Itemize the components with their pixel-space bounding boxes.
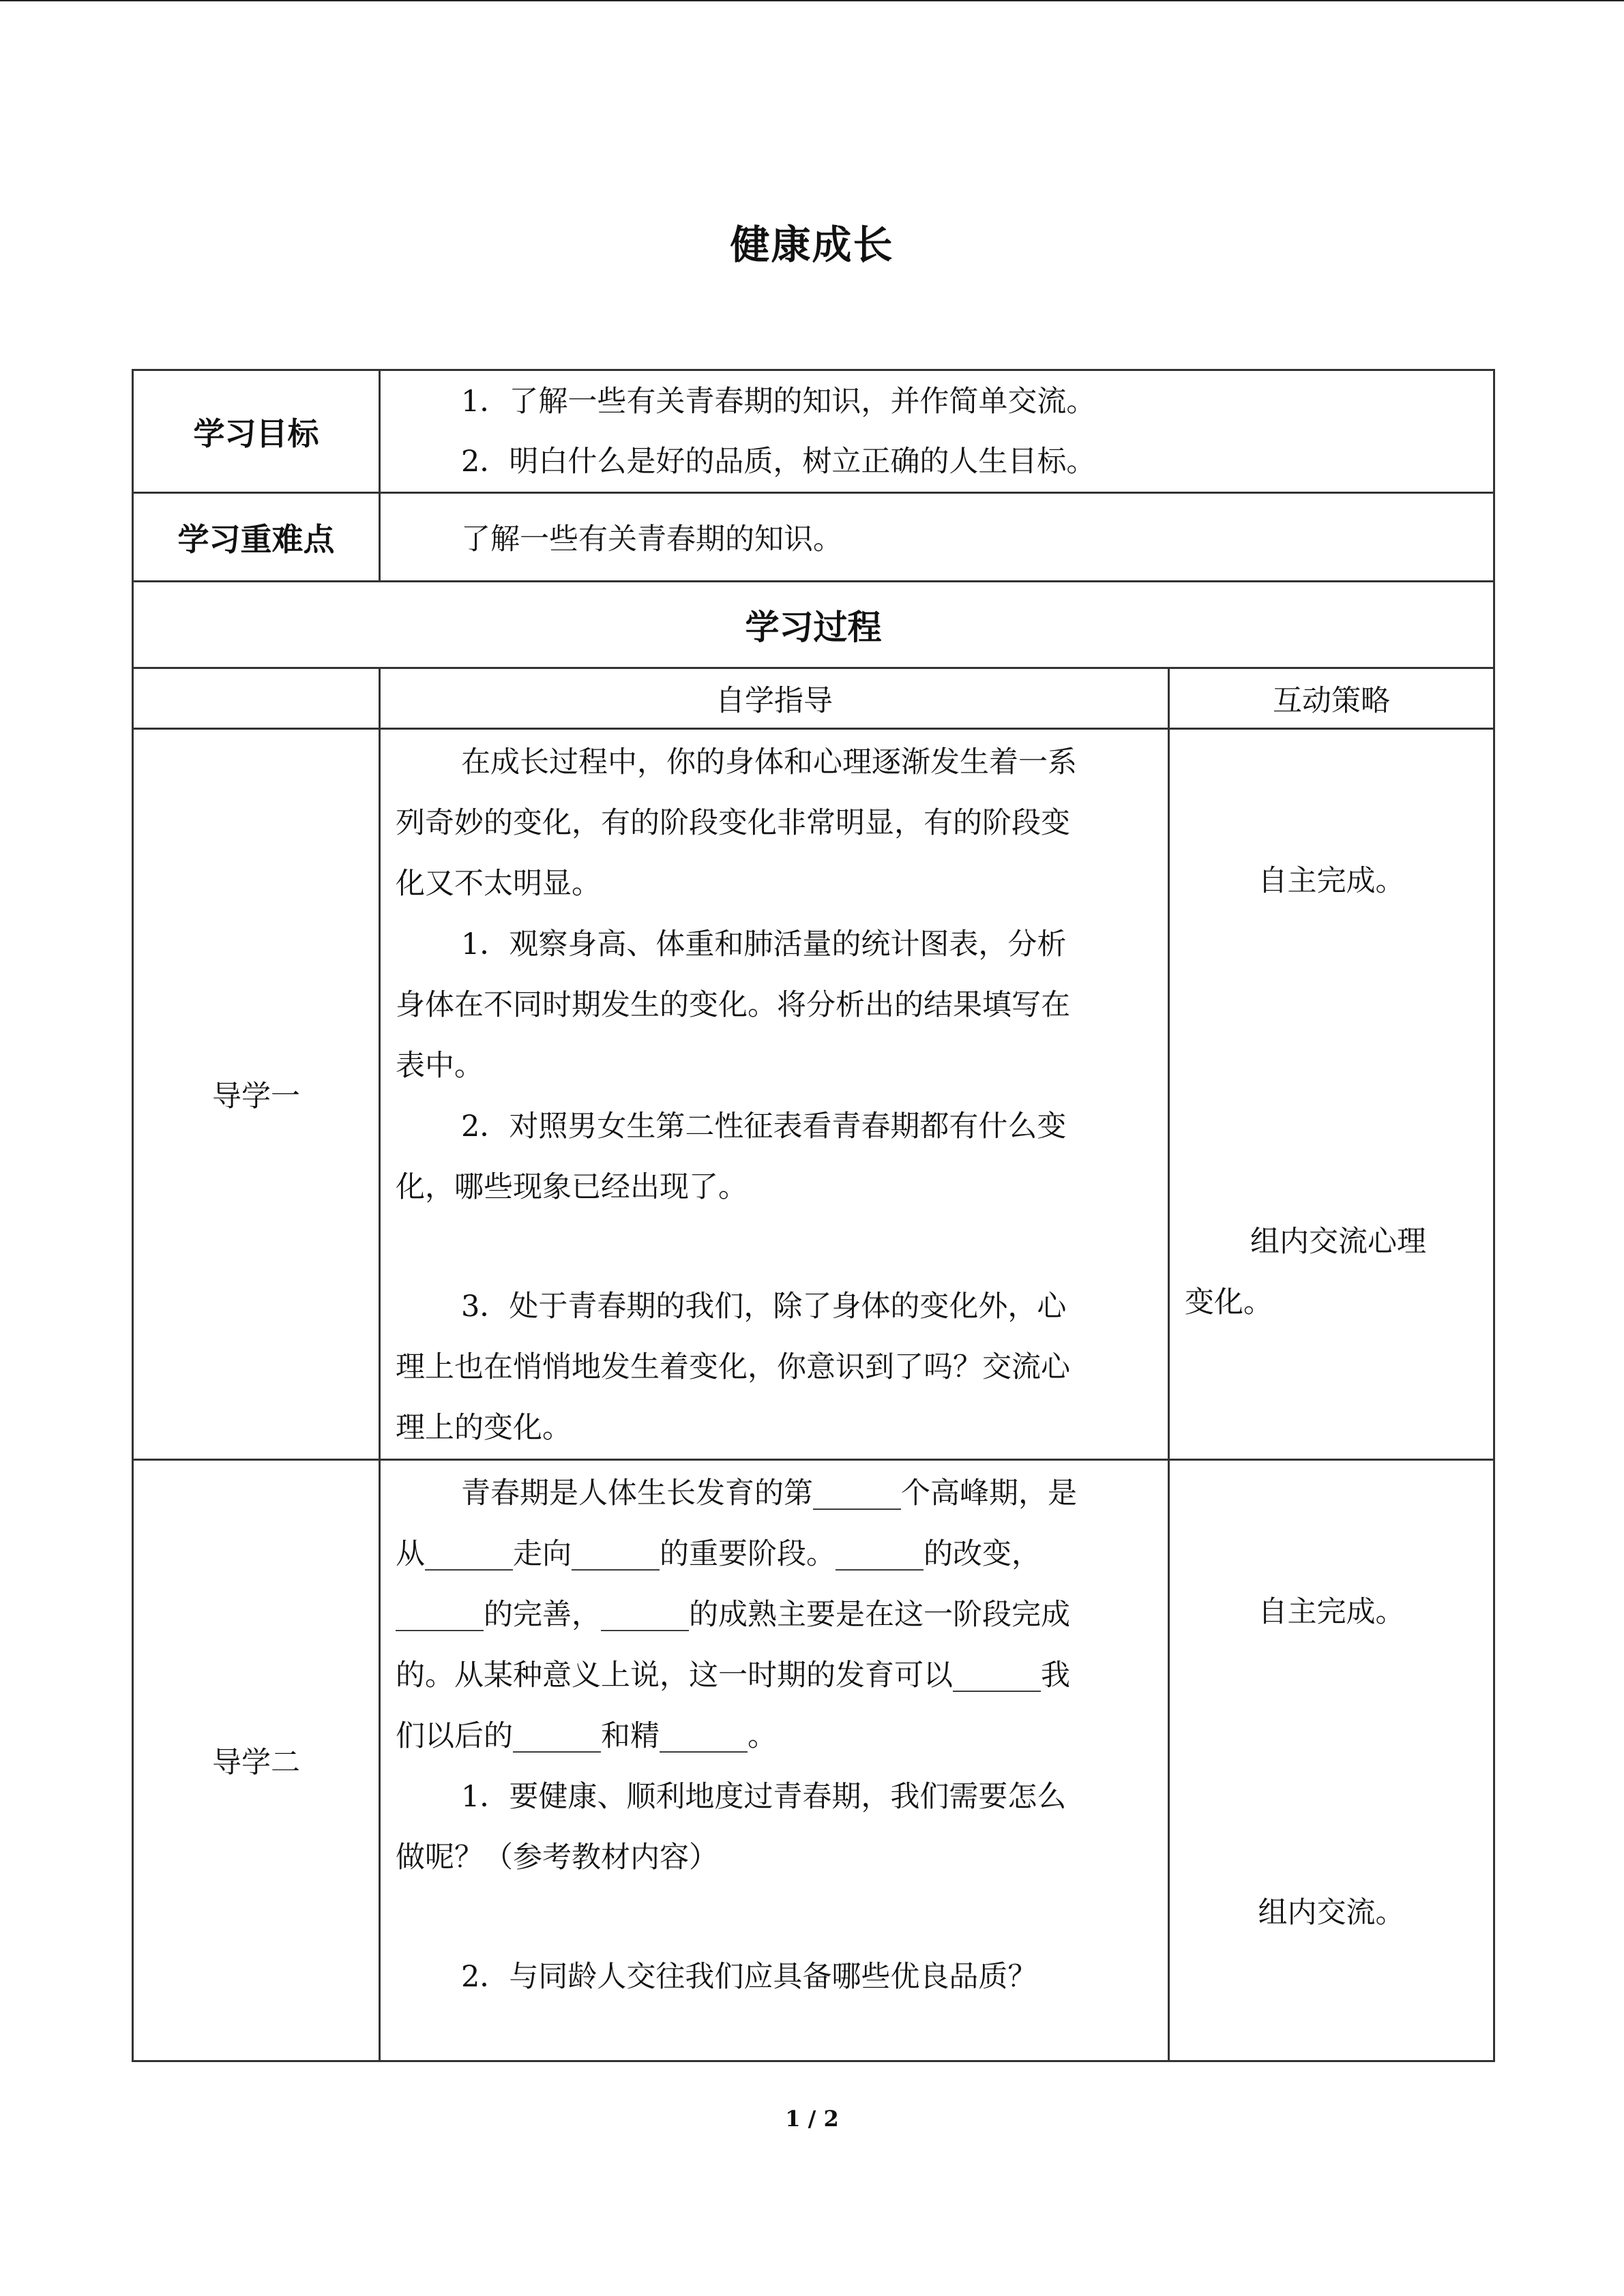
text-line: 1．要健康、顺利地度过青春期，我们需要怎么 bbox=[461, 1780, 1067, 1814]
text-line: 列奇妙的变化，有的阶段变化非常明显，有的阶段变 bbox=[396, 806, 1070, 840]
text-line: 化，哪些现象已经出现了。 bbox=[396, 1170, 748, 1204]
text-line: 的。从某种意义上说，这一时期的发育可以______我 bbox=[396, 1658, 1070, 1693]
text-line: 从______走向______的重要阶段。______的改变， bbox=[396, 1537, 1041, 1571]
text-line: 化又不太明显。 bbox=[396, 867, 601, 901]
strategy-text: 自主完成。 bbox=[1258, 864, 1405, 898]
text-line: 表中。 bbox=[396, 1049, 484, 1083]
text-line: 1．观察身高、体重和肺活量的统计图表，分析 bbox=[461, 927, 1067, 961]
focus-label: 学习重难点 bbox=[133, 493, 380, 582]
spacer bbox=[396, 1888, 1149, 1947]
text-line: 们以后的______和精______。 bbox=[396, 1719, 777, 1753]
process-heading: 学习过程 bbox=[133, 582, 1494, 668]
strategy-text: 变化。 bbox=[1185, 1285, 1273, 1320]
section1-strategy bbox=[1169, 729, 1494, 1460]
text-line: 在成长过程中，你的身体和心理逐渐发生着一系 bbox=[461, 745, 1077, 779]
section1-row bbox=[133, 729, 1494, 1460]
strategy-text: 自主完成。 bbox=[1258, 1595, 1405, 1629]
focus-row bbox=[133, 493, 1494, 582]
goal-item: 2．明白什么是好的品质，树立正确的人生目标。 bbox=[461, 444, 1096, 479]
strategy-text: 组内交流心理 bbox=[1250, 1225, 1426, 1259]
section2-strategy bbox=[1169, 1460, 1494, 2061]
page-title: 健康成长 bbox=[730, 222, 894, 268]
text-line: 理上也在悄悄地发生着变化，你意识到了吗？交流心 bbox=[396, 1350, 1070, 1384]
text-line: 身体在不同时期发生的变化。将分析出的结果填写在 bbox=[396, 988, 1070, 1022]
text-line: 3．处于青春期的我们，除了身体的变化外，心 bbox=[461, 1289, 1067, 1324]
text-line: 做呢？（参考教材内容） bbox=[396, 1840, 718, 1875]
page-number: 1 / 2 bbox=[785, 2106, 839, 2132]
lesson-plan-table bbox=[132, 369, 1495, 2062]
section2-content bbox=[380, 1460, 1169, 2061]
process-heading-row bbox=[133, 582, 1494, 668]
text-line: 青春期是人体生长发育的第______个高峰期，是 bbox=[461, 1476, 1077, 1510]
text-line: 理上的变化。 bbox=[396, 1411, 572, 1445]
goals-row bbox=[133, 370, 1494, 493]
column-header-self-study: 自学指导 bbox=[380, 668, 1169, 729]
goals-cell bbox=[380, 370, 1494, 493]
strategy-text: 组内交流。 bbox=[1258, 1896, 1405, 1930]
section1-label: 导学一 bbox=[133, 729, 380, 1460]
goals-label: 学习目标 bbox=[133, 370, 380, 493]
text-line: ______的完善，______的成熟主要是在这一阶段完成 bbox=[396, 1598, 1070, 1632]
column-header-strategy: 互动策略 bbox=[1169, 668, 1494, 729]
top-border-line bbox=[0, 0, 1624, 1]
spacer bbox=[396, 1218, 1149, 1277]
focus-text: 了解一些有关青春期的知识。 bbox=[380, 493, 1494, 582]
goal-item: 1．了解一些有关青春期的知识，并作简单交流。 bbox=[461, 384, 1096, 419]
text-line: 2．与同龄人交往我们应具备哪些优良品质？ bbox=[461, 1960, 1037, 1994]
text-line: 2．对照男女生第二性征表看青春期都有什么变 bbox=[461, 1109, 1067, 1144]
section2-label: 导学二 bbox=[133, 1460, 380, 2061]
section2-row bbox=[133, 1460, 1494, 2061]
section1-content bbox=[380, 729, 1169, 1460]
column-header-row bbox=[133, 668, 1494, 729]
column-header-empty bbox=[133, 668, 380, 729]
